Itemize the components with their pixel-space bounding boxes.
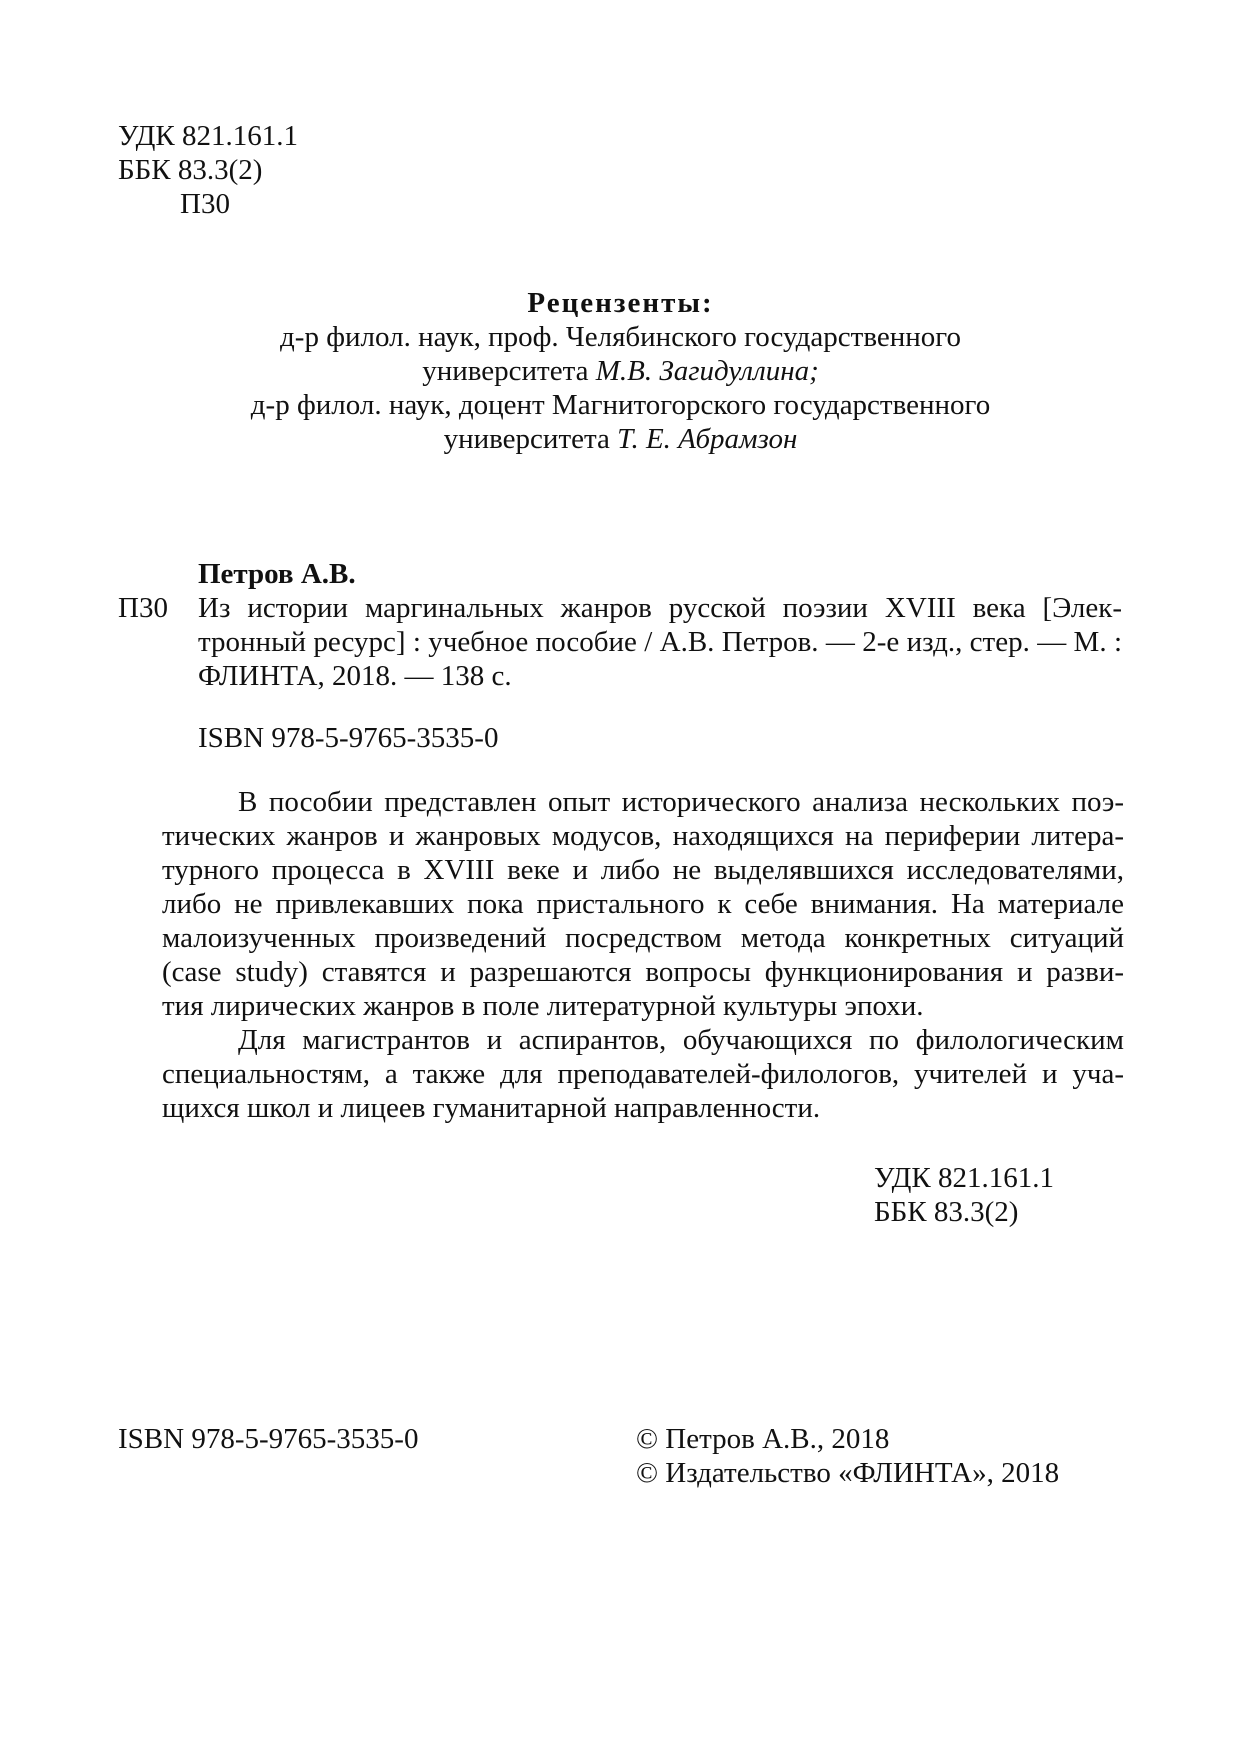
isbn: ISBN 978-5-9765-3535-0 xyxy=(118,1423,419,1455)
author-mark: П30 xyxy=(180,188,230,220)
abstract-line: (case study) ставятся и разрешаются вопросы функционирования и разви- xyxy=(162,956,1124,988)
entry-isbn: ISBN 978-5-9765-3535-0 xyxy=(198,722,499,754)
udk-code: УДК 821.161.1 xyxy=(118,120,298,152)
reviewers-title: Рецензенты: xyxy=(527,287,714,319)
copyright-publisher: © Издательство «ФЛИНТА», 2018 xyxy=(636,1457,1060,1489)
reviewer-2-name: Т. Е. Абрамзон xyxy=(617,423,798,455)
copyright-author: © Петров А.В., 2018 xyxy=(636,1423,890,1455)
reviewer-2-line xyxy=(0,421,1241,457)
abstract-line: турного процесса в XVIII веке и либо не выделявшихся исследователями, xyxy=(162,854,1124,886)
reviewer-1-affiliation: д-р филол. наук, проф. Челябинского государственного xyxy=(280,321,961,353)
entry-line: ФЛИНТА, 2018. — 138 с. xyxy=(198,660,512,692)
reviewer-1-line xyxy=(0,353,1241,389)
author-heading: Петров А.В. xyxy=(198,558,356,590)
bbk-code-bottom: ББК 83.3(2) xyxy=(874,1196,1019,1228)
entry-line: Из истории маргинальных жанров русской поэзии XVIII века [Элек- xyxy=(198,592,1122,624)
reviewer-1-name: М.В. Загидуллина; xyxy=(595,355,819,387)
abstract-line: тия лирических жанров в поле литературной культуры эпохи. xyxy=(162,990,924,1022)
abstract-line: либо не привлекавших пока пристального к себе внимания. На материале xyxy=(162,888,1124,920)
reviewer-2-university: университета xyxy=(443,423,618,455)
udk-code-bottom: УДК 821.161.1 xyxy=(874,1162,1054,1194)
entry-author-mark: П30 xyxy=(118,592,168,624)
abstract-line: В пособии представлен опыт исторического анализа нескольких поэ- xyxy=(238,786,1124,818)
abstract-line: специальностям, а также для преподавателей-филологов, учителей и уча- xyxy=(162,1058,1124,1090)
reviewer-2-affiliation: д-р филол. наук, доцент Магнитогорского государственного xyxy=(250,389,991,421)
entry-line: тронный ресурс] : учебное пособие / А.В. Петров. — 2-е изд., стер. — М. : xyxy=(198,626,1122,658)
reviewer-1-university: университета xyxy=(422,355,596,387)
abstract-line: малоизученных произведений посредством метода конкретных ситуаций xyxy=(162,922,1124,954)
abstract-line: тических жанров и жанровых модусов, находящихся на периферии литера- xyxy=(162,820,1124,852)
abstract-line: щихся школ и лицеев гуманитарной направленности. xyxy=(162,1092,821,1124)
bbk-code: ББК 83.3(2) xyxy=(118,154,263,186)
abstract-line: Для магистрантов и аспирантов, обучающихся по филологическим xyxy=(238,1024,1124,1056)
